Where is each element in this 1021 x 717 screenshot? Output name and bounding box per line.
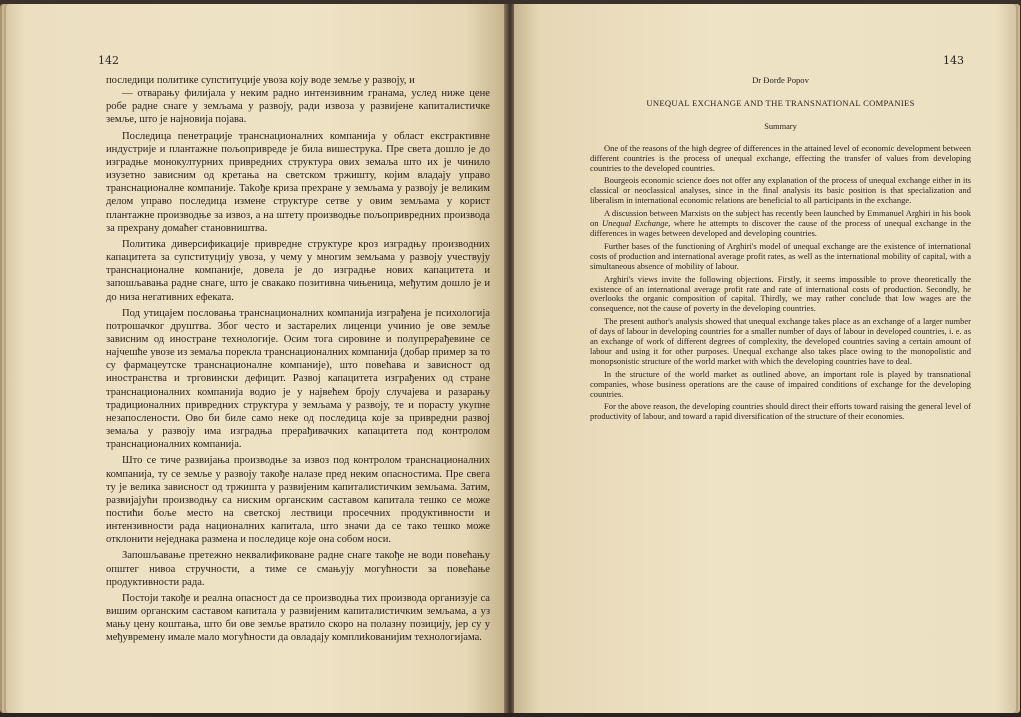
paragraph bbox=[590, 209, 971, 239]
paragraph: The present author's analysis showed that unequal exchange takes place as an exchange of a larger number of days of labour in developing countries for a smaller number of days of labour in developed countries, i. e. as an exchange of work of different degrees of complexity, the developed countries saving a certain amount of labour and using it for other purposes. Unequal exchange also takes place owing to the monopolistic and monopsonistic structure of the world market with which the developing countries have to deal. bbox=[590, 316, 971, 366]
paragraph-lead: A discussion between Marxists on the subject has recently been launched by Emmanuel Arghiri in his book on bbox=[590, 208, 971, 229]
paragraph: Под утицајем пословања транснационалних компанија изграђена је психологија потрошачког друштва. Због често и застарелих лиценци учинио је ове земље зависним од иностране технологије. Осим тога сировине и полупрерађевине се најчешће увозе из земаља порекла транснационалних компанија (добар пример за то су фармацеутске транснационалне компаније), што повећава и зависност од иностранства и трговински дефицит. Развој капацитета изграђених од стране транснационалних компанија водио је у највећем броју случајева и разарању традиционалних привредних структура у земљама у развоју, те и порасту укупне незапослености. Ово би биле само неке од последица које за привредни развој земаља у развоју има изградња прерађивачких капацитета под контролом транснационалних компанија. bbox=[106, 307, 490, 451]
paragraph: Arghiri's views invite the following objections. Firstly, it seems impossible to prove theoretically the existence of an international average profit rate and rate of international costs of production. Secondly, he overlooks the organic composition of capital. Thirdly, we may rather conclude that low wages are the consequence, not the cause of poverty in the developing countries. bbox=[590, 273, 971, 314]
right-page-body bbox=[590, 76, 971, 425]
left-page bbox=[6, 4, 506, 713]
article-title: UNEQUAL EXCHANGE AND THE TRANSNATIONAL COMPANIES bbox=[646, 97, 915, 108]
paragraph: Што се тиче развијања производње за извоз под контролом транснационалних компанија, ту се земље у развоју такође налазе пред неким опасностима. Пре свега ту је велика зависност од тржишта у развијеним капиталистичким земљама. Затим, развијајући производњу са ниским органским саставом капитала тешко се може постићи боље место на светској лествици просечних продуктивности и интензивности рада националних капитала, што значи да се тако тешко може отклонити неједнака размена и последице које она собом носи. bbox=[106, 455, 490, 546]
paragraph: Запошљавање претежно неквалификоване радне снаге такође не води повећању општег нивоа стручности, а тиме се смањују могућности за повећање продуктивности рада. bbox=[106, 550, 490, 588]
paragraph: Bourgeois economic science does not offer any explanation of the process of unequal exchange either in its classical or neoclassical analyses, since in the final analysis its basic position is that specialization and liberalism in international economic relations are beneficial to all participants in the exchange. bbox=[590, 175, 971, 206]
paragraph: — отварању филијала у неким радно интензивним гранама, услед ниже цене робе радне снаге у земљама у развоју, ради извоза у развијене капиталистичке земље, што је најновија појава. bbox=[106, 88, 490, 126]
author-name: Dr Đorđe Popov bbox=[752, 75, 809, 85]
paragraph: Further bases of the functioning of Arghiri's model of unequal exchange are the existence of international costs of production and international average profit rates, as well as the international mobility of capital, with a simultaneous absence of mobility of labour. bbox=[590, 240, 971, 271]
paragraph: Политика диверсификације привредне структуре кроз изградњу производних капацитета за супституцију увоза, у чему у многим земљама у развоју учествују транснационалне компаније, довела је до изградње нових капацитета и запошљавања радне снаге, што је свакако позитивна чињеница, међутим дошло је и до низа негативних ефеката. bbox=[106, 238, 490, 303]
paragraph: Постоји такође и реална опасност да се производња тих производа организује са вишим органским саставом капитала у развијеним капиталистичким земљама, а уз мању цену коштања, што би ове земље вратило скоро на полазну позицију, јер су у међувремену имале мало могућности да овладају комплиkованијим технологијама. bbox=[106, 592, 490, 644]
paragraph-tail: , where he attempts to discover the cause of the process of unequal exchange in the differences in wages between developed and developing countries. bbox=[590, 218, 971, 238]
page-number-right: 143 bbox=[943, 54, 964, 67]
right-page bbox=[514, 4, 1016, 713]
paragraph: One of the reasons of the high degree of differences in the attained level of economic development between different countries is the process of unequal exchange, effecting the transfer of values from developing countries to the developed countries. bbox=[590, 142, 971, 173]
section-heading: Summary bbox=[764, 121, 797, 131]
paragraph: последици политике супституције увоза коју воде земље у развоју, и bbox=[106, 75, 415, 86]
left-page-body bbox=[106, 74, 490, 645]
page-number-left: 142 bbox=[98, 54, 119, 67]
book-title: Unequal Exchange bbox=[602, 218, 669, 229]
paragraph: Последица пенетрације транснационалних компанија у област екстрактивне индустрије и плантажне пољопривреде је била вишеструка. Пре света дошло је до изградње монокултурних привредних структура ових земаља што их је чинило изузетно зависним од кретања на светском тржишту, којим владају управо транснационалне компаније. Takође криза прехране у земљама у развоју је великим делом управо последица измене структуре сетве у овим земљама у корист плантажне производње за извоз, а на штету производње пољопривредних производа за прехрану домаћег становништва. bbox=[106, 130, 490, 234]
paragraph: In the structure of the world market as outlined above, an important role is played by transnational companies, whose business operations are the cause of impaired conditions of exchange for the developing countries. bbox=[590, 368, 971, 399]
paragraph: For the above reason, the developing countries should direct their efforts toward raising the general level of productivity of labour, and toward a rapid diversification of the structure of their economies. bbox=[590, 401, 971, 422]
